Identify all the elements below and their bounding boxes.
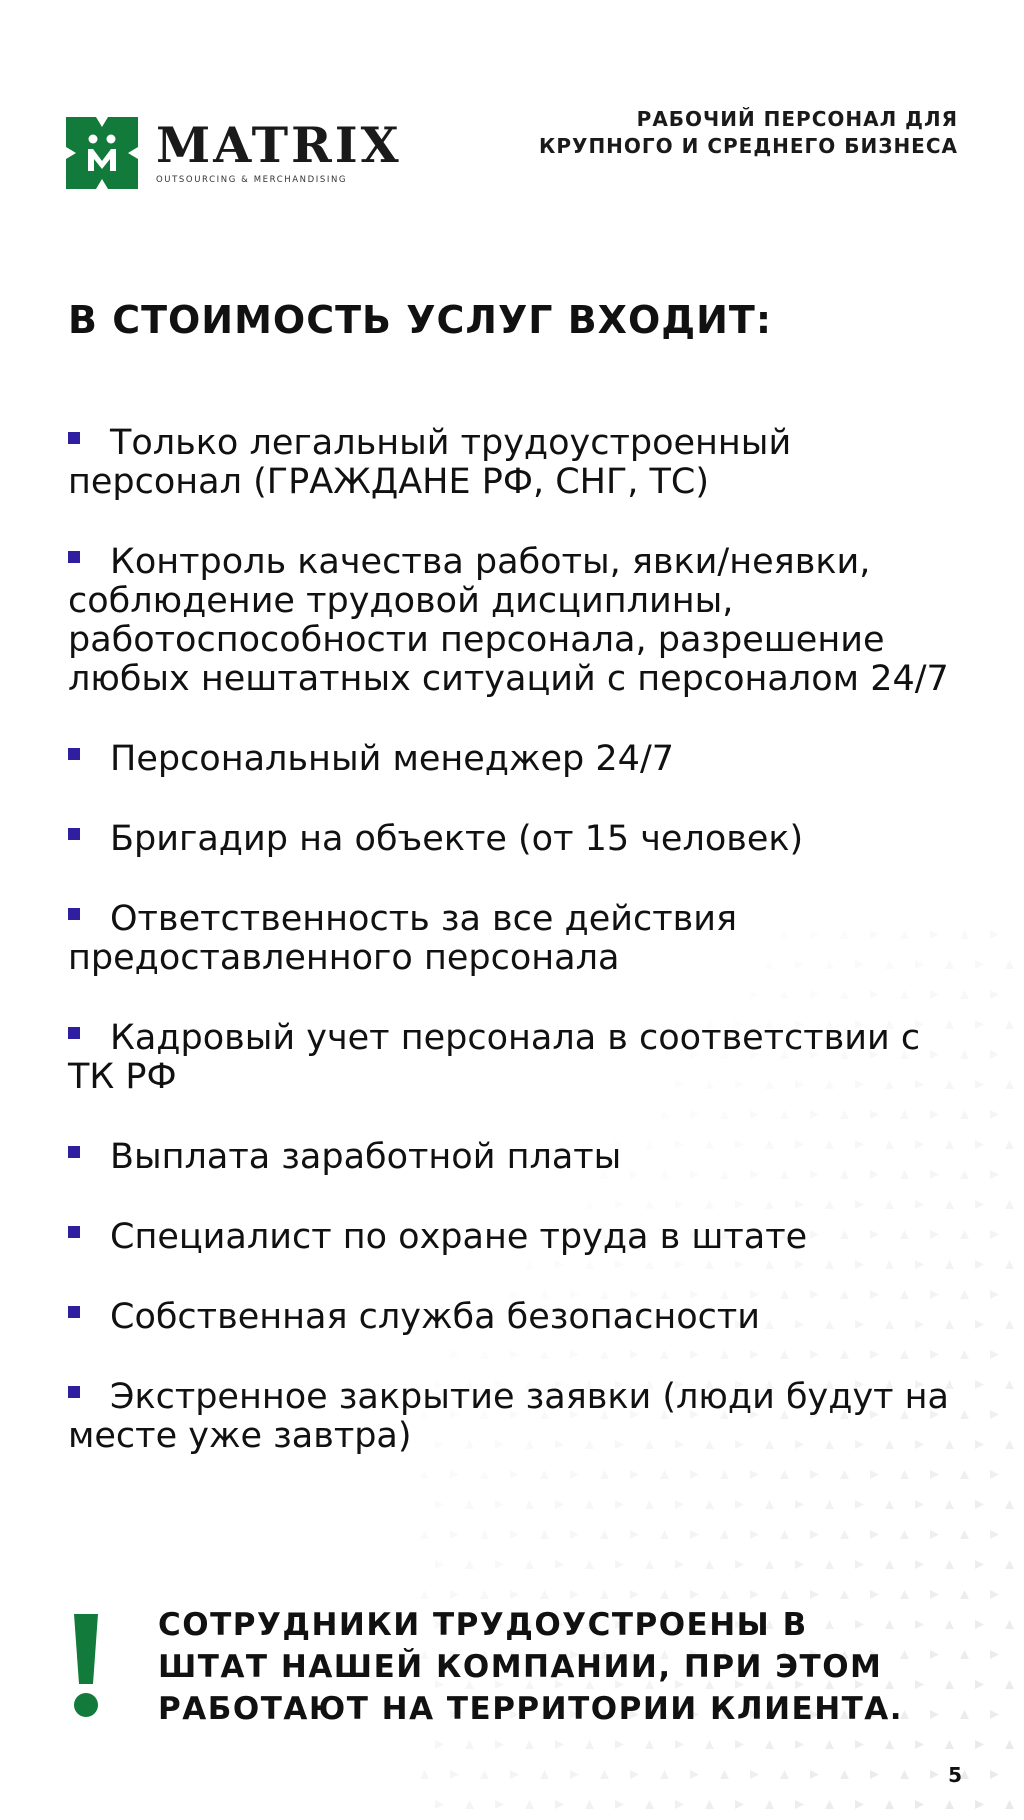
background-triangle [840, 1530, 849, 1539]
service-item-text: Экстренное закрытие заявки (люди будут на месте уже завтра) [68, 1377, 950, 1456]
background-triangle [885, 1500, 894, 1509]
background-triangle [915, 1500, 924, 1509]
background-triangle [1005, 960, 1014, 969]
background-triangle [855, 1560, 864, 1569]
background-triangle [885, 1800, 894, 1809]
background-triangle [1005, 1020, 1014, 1029]
background-triangle [780, 1770, 789, 1779]
background-triangle [900, 1590, 909, 1599]
brand-logo [66, 117, 402, 189]
background-triangle [645, 1800, 654, 1809]
background-triangle [945, 1500, 954, 1509]
background-triangle [810, 1530, 819, 1539]
bullet-square-icon [68, 1386, 80, 1398]
background-triangle [660, 1590, 669, 1599]
background-triangle [615, 1740, 624, 1749]
bullet-square-icon [68, 748, 80, 760]
service-item-text: Специалист по охране труда в штате [110, 1217, 808, 1257]
background-triangle [600, 1770, 609, 1779]
background-triangle [975, 1080, 984, 1089]
background-triangle [645, 1560, 654, 1569]
background-triangle [855, 1740, 864, 1749]
background-triangle [765, 1560, 774, 1569]
background-triangle [735, 1560, 744, 1569]
background-triangle [825, 1800, 834, 1809]
background-triangle [990, 1290, 999, 1299]
service-item-text: Собственная служба безопасности [110, 1297, 761, 1337]
service-item [68, 1138, 968, 1177]
background-triangle [450, 1770, 459, 1779]
service-item [68, 424, 968, 502]
background-triangle [555, 1740, 564, 1749]
background-triangle [660, 1530, 669, 1539]
background-triangle [1005, 1800, 1014, 1809]
background-triangle [930, 1590, 939, 1599]
tagline-line-1: РАБОЧИЙ ПЕРСОНАЛ ДЛЯ [636, 107, 958, 131]
background-triangle [915, 1560, 924, 1569]
background-triangle [450, 1590, 459, 1599]
background-triangle [750, 1770, 759, 1779]
background-triangle [615, 1500, 624, 1509]
background-triangle [930, 1770, 939, 1779]
background-triangle [690, 1770, 699, 1779]
background-triangle [975, 1440, 984, 1449]
background-triangle [555, 1800, 564, 1809]
bullet-square-icon [68, 1306, 80, 1318]
background-triangle [420, 1770, 429, 1779]
background-triangle [1005, 1200, 1014, 1209]
background-triangle [795, 1500, 804, 1509]
background-triangle [1005, 1380, 1014, 1389]
service-item-text: Только легальный трудоустроенный персонал (ГРАЖДАНЕ РФ, СНГ, ТС) [68, 423, 792, 502]
background-triangle [990, 1650, 999, 1659]
section-title: В СТОИМОСТЬ УСЛУГ ВХОДИТ: [68, 298, 773, 342]
bullet-square-icon [68, 1027, 80, 1039]
background-triangle [705, 1800, 714, 1809]
service-item-text: Контроль качества работы, явки/неявки, соблюдение трудовой дисциплины, работоспособности персонала, разрешение любых нештатных ситуаций с персоналом 24/7 [68, 542, 949, 699]
background-triangle [780, 1590, 789, 1599]
background-triangle [720, 1590, 729, 1599]
bullet-square-icon [68, 828, 80, 840]
background-triangle [1005, 1080, 1014, 1089]
background-triangle [975, 1200, 984, 1209]
background-triangle [1005, 1680, 1014, 1689]
background-triangle [990, 1110, 999, 1119]
background-triangle [465, 1800, 474, 1809]
background-triangle [960, 1650, 969, 1659]
service-item [68, 543, 968, 699]
background-triangle [435, 1560, 444, 1569]
background-triangle [990, 1050, 999, 1059]
background-triangle [705, 1500, 714, 1509]
background-triangle [945, 1560, 954, 1569]
background-triangle [645, 1740, 654, 1749]
background-triangle [660, 1770, 669, 1779]
background-triangle [975, 1620, 984, 1629]
background-triangle [990, 1410, 999, 1419]
service-item-text: Кадровый учет персонала в соответствии с ТК РФ [68, 1018, 921, 1097]
background-triangle [1005, 1320, 1014, 1329]
service-item [68, 1218, 968, 1257]
background-triangle [675, 1740, 684, 1749]
background-triangle [855, 1500, 864, 1509]
background-triangle [750, 1590, 759, 1599]
background-triangle [960, 1530, 969, 1539]
service-item [68, 1378, 968, 1456]
background-triangle [750, 1530, 759, 1539]
background-triangle [510, 1770, 519, 1779]
background-triangle [990, 1170, 999, 1179]
background-triangle [810, 1590, 819, 1599]
bullet-square-icon [68, 1226, 80, 1238]
background-triangle [795, 1740, 804, 1749]
background-triangle [975, 1680, 984, 1689]
background-triangle [990, 1230, 999, 1239]
background-triangle [975, 1140, 984, 1149]
background-triangle [525, 1560, 534, 1569]
page-number: 5 [948, 1763, 962, 1787]
brand-name: MATRIX [156, 116, 402, 174]
background-triangle [945, 1800, 954, 1809]
background-triangle [975, 1260, 984, 1269]
note-line-3: РАБОТАЮТ НА ТЕРРИТОРИИ КЛИЕНТА. [158, 1691, 904, 1727]
service-item-text: Персональный менеджер 24/7 [110, 739, 674, 779]
header-tagline [539, 106, 958, 160]
background-triangle [975, 1020, 984, 1029]
background-triangle [465, 1560, 474, 1569]
background-triangle [735, 1500, 744, 1509]
background-triangle [975, 1740, 984, 1749]
background-triangle [915, 1740, 924, 1749]
background-triangle [810, 1770, 819, 1779]
background-triangle [495, 1800, 504, 1809]
bullet-square-icon [68, 432, 80, 444]
brand-subtitle: OUTSOURCING & MERCHANDISING [156, 175, 348, 185]
background-triangle [840, 1770, 849, 1779]
background-triangle [675, 1560, 684, 1569]
background-triangle [990, 930, 999, 939]
background-triangle [990, 1470, 999, 1479]
background-triangle [990, 1710, 999, 1719]
background-triangle [1005, 1620, 1014, 1629]
service-item [68, 740, 968, 779]
background-triangle [870, 1770, 879, 1779]
background-triangle [765, 1740, 774, 1749]
service-item [68, 1019, 968, 1097]
background-triangle [765, 1500, 774, 1509]
background-triangle [435, 1740, 444, 1749]
background-triangle [1005, 1440, 1014, 1449]
background-triangle [555, 1560, 564, 1569]
background-triangle [960, 1710, 969, 1719]
background-triangle [735, 1800, 744, 1809]
background-triangle [1005, 1740, 1014, 1749]
background-triangle [705, 1740, 714, 1749]
background-triangle [990, 990, 999, 999]
background-triangle [900, 1530, 909, 1539]
background-triangle [495, 1740, 504, 1749]
background-triangle [765, 1800, 774, 1809]
background-triangle [570, 1770, 579, 1779]
services-list [68, 424, 968, 1497]
background-triangle [825, 1560, 834, 1569]
background-triangle [975, 960, 984, 969]
tagline-line-2: КРУПНОГО И СРЕДНЕГО БИЗНЕСА [539, 134, 958, 158]
background-triangle [900, 1770, 909, 1779]
background-triangle [1005, 1140, 1014, 1149]
background-triangle [495, 1560, 504, 1569]
background-triangle [600, 1530, 609, 1539]
background-triangle [780, 1530, 789, 1539]
note-line-2: ШТАТ НАШЕЙ КОМПАНИИ, ПРИ ЭТОМ [158, 1649, 883, 1685]
background-triangle [525, 1800, 534, 1809]
background-triangle [960, 1590, 969, 1599]
background-triangle [1005, 1560, 1014, 1569]
background-triangle [840, 1590, 849, 1599]
background-triangle [975, 1380, 984, 1389]
background-triangle [615, 1560, 624, 1569]
background-triangle [630, 1530, 639, 1539]
background-triangle [690, 1530, 699, 1539]
background-triangle [825, 1740, 834, 1749]
bullet-square-icon [68, 551, 80, 563]
background-triangle [720, 1770, 729, 1779]
background-triangle [705, 1560, 714, 1569]
background-triangle [885, 1560, 894, 1569]
background-triangle [480, 1590, 489, 1599]
background-triangle [630, 1590, 639, 1599]
background-triangle [510, 1530, 519, 1539]
background-triangle [735, 1740, 744, 1749]
background-triangle [990, 1590, 999, 1599]
service-item [68, 1298, 968, 1337]
service-item-text: Бригадир на объекте (от 15 человек) [110, 819, 804, 859]
exclamation-icon [68, 1614, 104, 1718]
background-triangle [1005, 1260, 1014, 1269]
background-triangle [915, 1800, 924, 1809]
background-triangle [510, 1590, 519, 1599]
background-triangle [540, 1770, 549, 1779]
background-triangle [945, 1740, 954, 1749]
bullet-square-icon [68, 908, 80, 920]
background-triangle [570, 1530, 579, 1539]
background-triangle [975, 1500, 984, 1509]
background-triangle [435, 1500, 444, 1509]
service-item [68, 900, 968, 978]
background-triangle [870, 1530, 879, 1539]
background-triangle [465, 1740, 474, 1749]
background-triangle [930, 1530, 939, 1539]
important-note [158, 1604, 958, 1730]
background-triangle [540, 1530, 549, 1539]
background-triangle [480, 1530, 489, 1539]
background-triangle [675, 1800, 684, 1809]
background-triangle [690, 1590, 699, 1599]
background-triangle [585, 1500, 594, 1509]
background-triangle [615, 1800, 624, 1809]
background-triangle [420, 1590, 429, 1599]
background-triangle [585, 1800, 594, 1809]
background-triangle [570, 1590, 579, 1599]
background-triangle [495, 1500, 504, 1509]
background-triangle [975, 1320, 984, 1329]
background-triangle [525, 1500, 534, 1509]
background-triangle [585, 1740, 594, 1749]
background-triangle [885, 1740, 894, 1749]
background-triangle [720, 1530, 729, 1539]
note-line-1: СОТРУДНИКИ ТРУДОУСТРОЕНЫ В [158, 1607, 808, 1643]
background-triangle [555, 1500, 564, 1509]
matrix-logo-icon [66, 117, 138, 189]
background-triangle [435, 1800, 444, 1809]
background-triangle [795, 1800, 804, 1809]
background-triangle [1005, 1500, 1014, 1509]
background-triangle [990, 1770, 999, 1779]
background-triangle [990, 1350, 999, 1359]
service-item [68, 820, 968, 859]
background-triangle [630, 1770, 639, 1779]
background-triangle [525, 1740, 534, 1749]
background-triangle [450, 1530, 459, 1539]
bullet-square-icon [68, 1146, 80, 1158]
background-triangle [975, 1560, 984, 1569]
background-triangle [975, 1800, 984, 1809]
background-triangle [645, 1500, 654, 1509]
background-triangle [420, 1530, 429, 1539]
background-triangle [795, 1560, 804, 1569]
background-triangle [540, 1590, 549, 1599]
background-triangle [870, 1590, 879, 1599]
background-triangle [675, 1500, 684, 1509]
service-item-text: Ответственность за все действия предоставленного персонала [68, 899, 738, 978]
background-triangle [855, 1800, 864, 1809]
background-triangle [990, 1530, 999, 1539]
background-triangle [825, 1500, 834, 1509]
background-triangle [600, 1590, 609, 1599]
background-triangle [465, 1500, 474, 1509]
background-triangle [585, 1560, 594, 1569]
background-triangle [480, 1770, 489, 1779]
service-item-text: Выплата заработной платы [110, 1137, 622, 1177]
